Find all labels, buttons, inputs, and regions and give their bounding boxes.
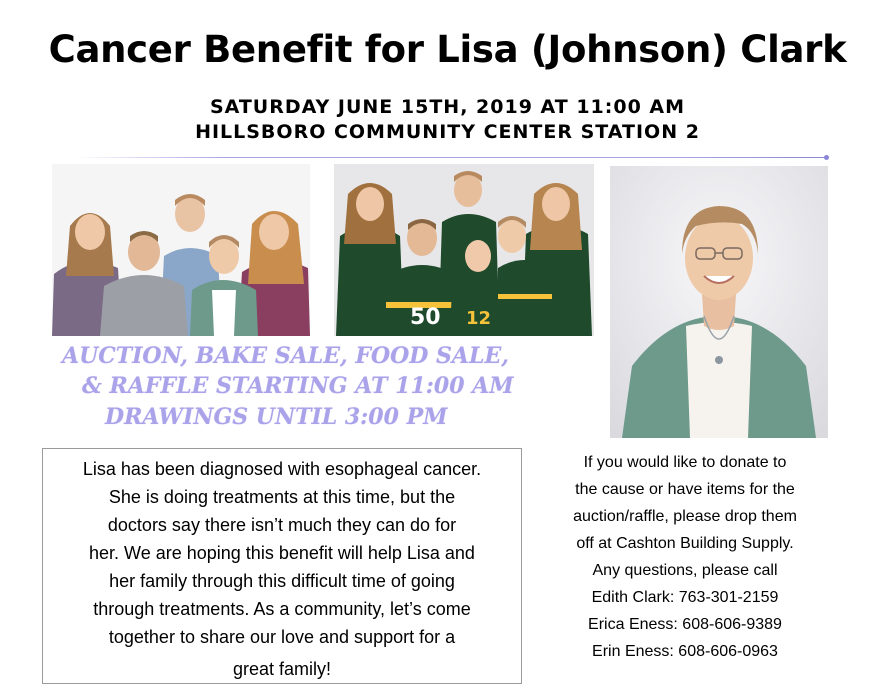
contact-erin-eness: Erin Eness: 608-606-0963	[592, 643, 778, 660]
story-line: together to share our love and support for a	[108, 627, 456, 647]
pendant-icon	[715, 356, 723, 364]
donate-line: auction/raffle, please drop them	[573, 508, 797, 525]
event-venue: HILLSBORO COMMUNITY CENTER STATION 2	[195, 121, 700, 143]
story-line: doctors say there isn’t much they can do for	[107, 515, 457, 535]
story-line: great family!	[232, 659, 332, 679]
portrait-photo-lisa	[610, 166, 828, 438]
page-title: Cancer Benefit for Lisa (Johnson) Clark	[48, 28, 847, 71]
jersey-number-12: 12	[466, 308, 492, 329]
story-box	[42, 448, 522, 684]
event-date: SATURDAY JUNE 15TH, 2019 AT 11:00 AM	[209, 96, 686, 118]
story-line: through treatments. As a community, let’s come	[93, 599, 471, 619]
story-line: Lisa has been diagnosed with esophageal cancer.	[82, 459, 482, 479]
donate-line: off at Cashton Building Supply.	[576, 535, 794, 552]
family-casual-illustration	[52, 164, 310, 336]
family-photo-packers	[334, 164, 594, 336]
promo-line-2: & RAFFLE STARTING AT 11:00 AM	[82, 373, 514, 399]
jersey-number-50: 50	[410, 305, 441, 330]
donate-line: If you would like to donate to	[583, 454, 787, 471]
donate-line: Any questions, please call	[592, 562, 778, 579]
promo-line-1: AUCTION, BAKE SALE, FOOD SALE,	[62, 343, 509, 369]
promo-line-3: DRAWINGS UNTIL 3:00 PM	[105, 404, 448, 430]
portrait-illustration	[610, 166, 828, 438]
story-line: She is doing treatments at this time, but the	[108, 487, 456, 507]
divider-dot	[824, 155, 829, 160]
family-photo-casual	[52, 164, 310, 336]
family-packers-illustration	[334, 164, 594, 336]
contact-edith-clark: Edith Clark: 763-301-2159	[591, 589, 779, 606]
donate-info	[540, 449, 830, 665]
story-line: her. We are hoping this benefit will help Lisa and	[89, 543, 475, 563]
donate-line: the cause or have items for the	[575, 481, 795, 498]
story-line: her family through this difficult time of going	[109, 571, 455, 591]
contact-erica-eness: Erica Eness: 608-606-9389	[588, 616, 782, 633]
divider-line	[75, 157, 827, 158]
